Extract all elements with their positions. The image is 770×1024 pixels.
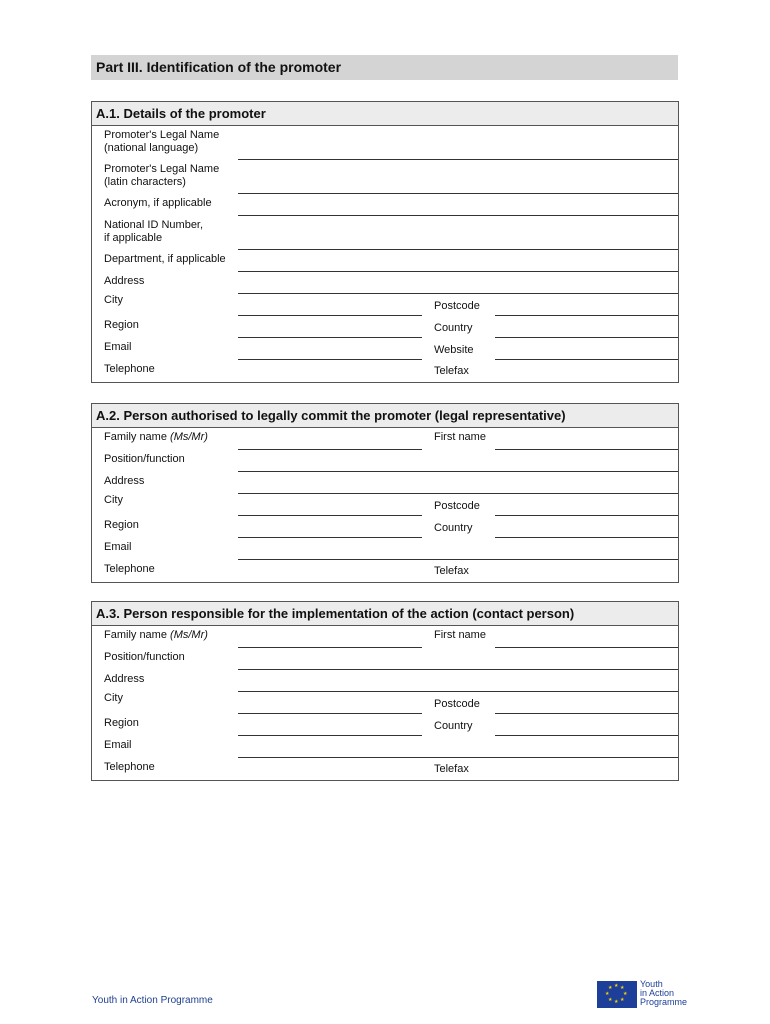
section-a3-title: A.3. Person responsible for the implementation of the action (contact person) — [92, 602, 678, 626]
department-label: Department, if applicable — [104, 253, 226, 265]
legal-name-latin-label: Promoter's Legal Name (latin characters) — [104, 163, 220, 188]
family-name-label — [104, 431, 208, 444]
region-label: Region — [104, 519, 139, 531]
country-label: Country — [434, 522, 473, 534]
family-name-text: Family name — [104, 629, 167, 641]
city-label: City — [104, 494, 123, 506]
telefax-label: Telefax — [434, 565, 469, 577]
position-label: Position/function — [104, 651, 185, 663]
section-a1 — [91, 101, 679, 383]
website-label: Website — [434, 344, 474, 356]
section-a1-title: A.1. Details of the promoter — [92, 102, 678, 126]
position-label: Position/function — [104, 453, 185, 465]
section-a3 — [91, 601, 679, 781]
telephone-label: Telephone — [104, 363, 155, 375]
email-label: Email — [104, 541, 132, 553]
first-name-label: First name — [434, 629, 486, 641]
country-label: Country — [434, 720, 473, 732]
postcode-label: Postcode — [434, 500, 480, 512]
telephone-label: Telephone — [104, 761, 155, 773]
footer-programme: Youth in Action Programme — [92, 995, 213, 1006]
family-name-label — [104, 629, 208, 642]
ms-mr-text: (Ms/Mr) — [170, 431, 208, 443]
city-label: City — [104, 692, 123, 704]
postcode-label: Postcode — [434, 300, 480, 312]
postcode-label: Postcode — [434, 698, 480, 710]
telefax-label: Telefax — [434, 763, 469, 775]
legal-name-national-label: Promoter's Legal Name (national language) — [104, 129, 220, 154]
section-a2 — [91, 403, 679, 583]
region-label: Region — [104, 717, 139, 729]
telefax-label: Telefax — [434, 365, 469, 377]
part-title: Part III. Identification of the promoter — [91, 55, 678, 80]
address-label: Address — [104, 475, 145, 487]
region-label: Region — [104, 319, 139, 331]
address-label: Address — [104, 673, 145, 685]
email-label: Email — [104, 341, 132, 353]
first-name-label: First name — [434, 431, 486, 443]
national-id-label: National ID Number, if applicable — [104, 219, 204, 244]
city-label: City — [104, 294, 123, 306]
logo-text: Youth in Action Programme — [640, 979, 688, 1007]
eu-flag-icon: ★ ★ ★ ★ ★ ★ ★ ★ — [597, 981, 637, 1008]
telephone-label: Telephone — [104, 563, 155, 575]
country-label: Country — [434, 322, 473, 334]
address-label: Address — [104, 275, 145, 287]
acronym-label: Acronym, if applicable — [104, 197, 212, 209]
email-label: Email — [104, 739, 132, 751]
family-name-text: Family name — [104, 431, 167, 443]
ms-mr-text: (Ms/Mr) — [170, 629, 208, 641]
section-a2-title: A.2. Person authorised to legally commit the promoter (legal representative) — [92, 404, 678, 428]
